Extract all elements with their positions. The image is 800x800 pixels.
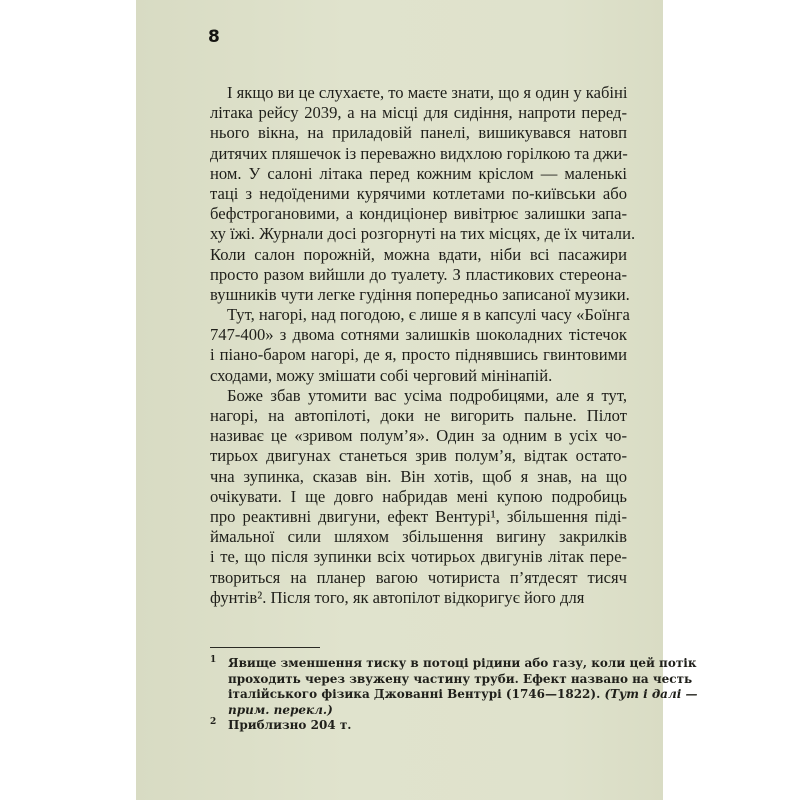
footnote-2 bbox=[210, 718, 627, 734]
footnote-line: прим. перекл.) bbox=[228, 702, 333, 717]
text-line: чна зупинка, сказав він. Він хотів, щоб я знав, на що bbox=[210, 466, 627, 486]
footnote-line: Явище зменшення тиску в потоці рідини або газу, коли цей потік bbox=[228, 656, 697, 670]
text-line: І якщо ви це слухаєте, то маєте знати, що я один у кабіні bbox=[227, 83, 628, 102]
paragraph bbox=[210, 386, 627, 608]
text-line: твориться на планер вагою чотириста п’ятдесят тисяч bbox=[210, 567, 627, 587]
page-number: 8 bbox=[208, 27, 220, 47]
text-line: нагорі, на автопілоті, доки не вигорить пальне. Пілот bbox=[210, 406, 627, 425]
footnote-number: 2 bbox=[210, 717, 217, 728]
text-line: літака рейсу 2039, а на місці для сидіння, напроти перед- bbox=[210, 103, 627, 123]
text-line: фунтів². Після того, як автопілот відкоригує його для bbox=[210, 587, 585, 607]
paragraph bbox=[210, 83, 636, 305]
text-line: сходами, можу змішати собі черговий мінінапій. bbox=[210, 365, 553, 385]
text-line: і піано-баром нагорі, де я, просто піднявшись гвинтовими bbox=[210, 345, 627, 365]
text-line: Коли салон порожній, можна вдати, ніби всі пасажири bbox=[210, 244, 627, 264]
footnote-note-italic: (Тут і далі — bbox=[604, 687, 698, 702]
text-line: тирьох двигунах станеться зрив полум’я, відтак остато- bbox=[210, 446, 627, 466]
text-line: нього вікна, на приладовій панелі, вишикувався натовп bbox=[210, 123, 627, 143]
text-line: 747-400» з двома сотнями залишків шоколадних тістечок bbox=[210, 325, 627, 345]
footnote-line: проходить через звужену частину труби. Ефект названо на честь bbox=[228, 671, 693, 686]
text-line: про реактивні двигуни, ефект Вентурі¹, збільшення піді- bbox=[210, 506, 627, 526]
text-line: ймальної сили шляхом збільшення вигину закрилків bbox=[210, 527, 627, 547]
footnote-text: італійського фізика Джованні Вентурі (1746—1822). bbox=[228, 687, 601, 702]
text-line: просто разом вийшли до туалету. З пластикових стереона- bbox=[210, 264, 627, 284]
text-line: Тут, нагорі, над погодою, є лише я в капсулі часу «Боїнга bbox=[227, 305, 630, 325]
body-text bbox=[210, 83, 636, 608]
footnotes bbox=[210, 655, 698, 734]
text-line: і те, що після зупинки всіх чотирьох двигунів літак пере- bbox=[210, 547, 627, 567]
footnote-line: Приблизно 204 т. bbox=[228, 718, 352, 733]
text-line: вушників чути легке гудіння попередньо записаної музики. bbox=[210, 284, 630, 304]
book-page bbox=[136, 0, 698, 800]
paragraph bbox=[210, 305, 630, 386]
text-line: ном. У салоні літака перед кожним кріслом — маленькі bbox=[210, 163, 627, 183]
text-line: ху їжі. Журнали досі розгорнуті на тих місцях, де їх читали. bbox=[210, 224, 636, 244]
text-line: Боже збав утомити вас усіма подробицями, але я тут, bbox=[227, 385, 627, 405]
text-line: дитячих пляшечок із переважно видхлою горілкою та джи- bbox=[210, 143, 628, 163]
footnote-number: 1 bbox=[210, 655, 217, 665]
footnote-line bbox=[228, 687, 698, 703]
text-line: бефстрогановими, а кондиціонер вивітрює залишки запа- bbox=[210, 204, 627, 224]
text-line: називає це «зривом полум’я». Один за одним в усіх чо- bbox=[210, 426, 627, 446]
text-line: таці з недоїденими курячими котлетами по-київськи або bbox=[210, 183, 627, 203]
footnote-1 bbox=[210, 655, 698, 718]
footnote-separator bbox=[210, 647, 320, 648]
text-line: очікувати. І ще довго набридав мені купою подробиць bbox=[210, 486, 627, 506]
